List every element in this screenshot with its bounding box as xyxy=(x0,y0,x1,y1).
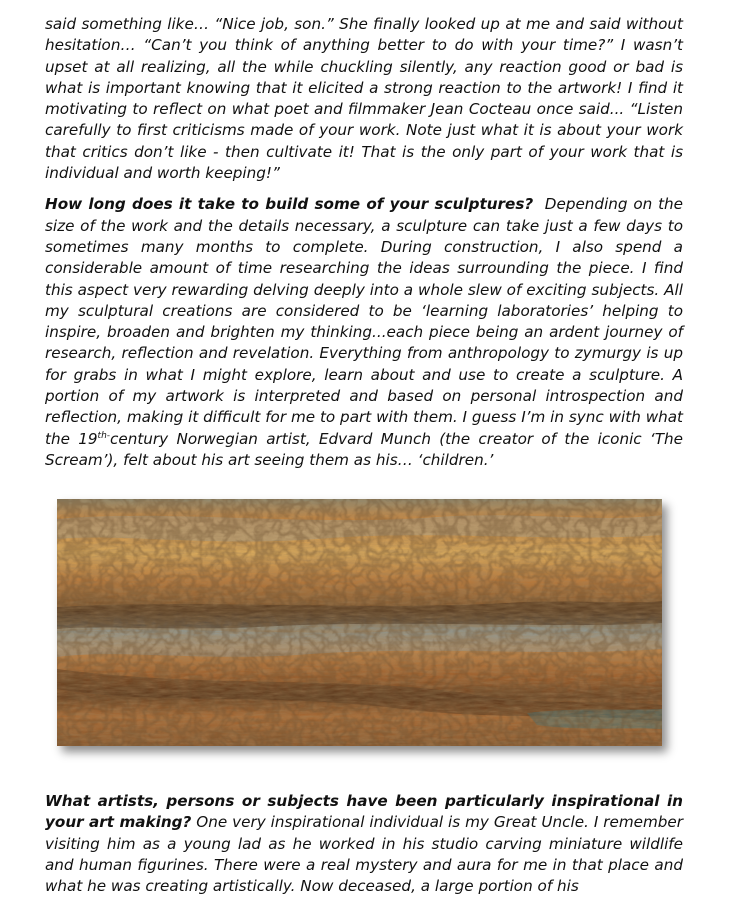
ordinal-suffix: th- xyxy=(97,430,111,441)
paragraph-build-time xyxy=(45,194,683,471)
answer-build-time-a: Depending on the size of the work and the details necessary, a sculpture can take just a few days to sometimes many months to complete. During construction, I also spend a considerable amount of time researching the ideas surrounding the piece. I find this aspect very rewarding delving deeply into a whole slew of exciting subjects. All my sculptural creations are considered to be ‘learning laboratories’ helping to inspire, broaden and brighten my thinking...each piece being an ardent journey of research, reflection and revelation. Everything from anthropology to zymurgy is up for grabs in what I might explore, learn about and use to create a sculpture. A portion of my artwork is interpreted and based on personal introspection and reflection, making it difficult for me to part with them. I guess I’m in sync with what the 19 xyxy=(45,195,683,448)
paragraph-inspiration xyxy=(45,791,683,897)
paragraph-criticism: said something like… “Nice job, son.” She finally looked up at me and said without hesitation… “Can’t you think of anything better to do with your time?” I wasn’t upset at all realizing, all the while chuckling silently, any reaction good or bad is what is important knowing that it elicited a strong reaction to the artwork! I find it motivating to reflect on what poet and filmmaker Jean Cocteau once said... “Listen carefully to first criticisms made of your work. Note just what it is about your work that critics don’t like - then cultivate it! That is the only part of your work that is individual and worth keeping!” xyxy=(45,15,683,183)
article-body xyxy=(45,14,683,471)
question-inspiration: What artists, persons or subjects have been particularly inspirational in your art making? xyxy=(45,792,683,832)
rusted-metal-photo xyxy=(57,499,662,746)
answer-inspiration: One very inspirational individual is my Great Uncle. I remember visiting him as a young lad as he worked in his studio carving miniature wildlife and human figurines. There were a real mystery and aura for me in that place and what he was creating artistically. Now deceased, a large portion of his xyxy=(45,813,683,896)
answer-build-time-b: century Norwegian artist, Edvard Munch (the creator of the iconic ‘The Scream’), felt about his art seeing them as his… ‘children.’ xyxy=(45,429,684,469)
question-build-time: How long does it take to build some of your sculptures? xyxy=(45,195,534,214)
